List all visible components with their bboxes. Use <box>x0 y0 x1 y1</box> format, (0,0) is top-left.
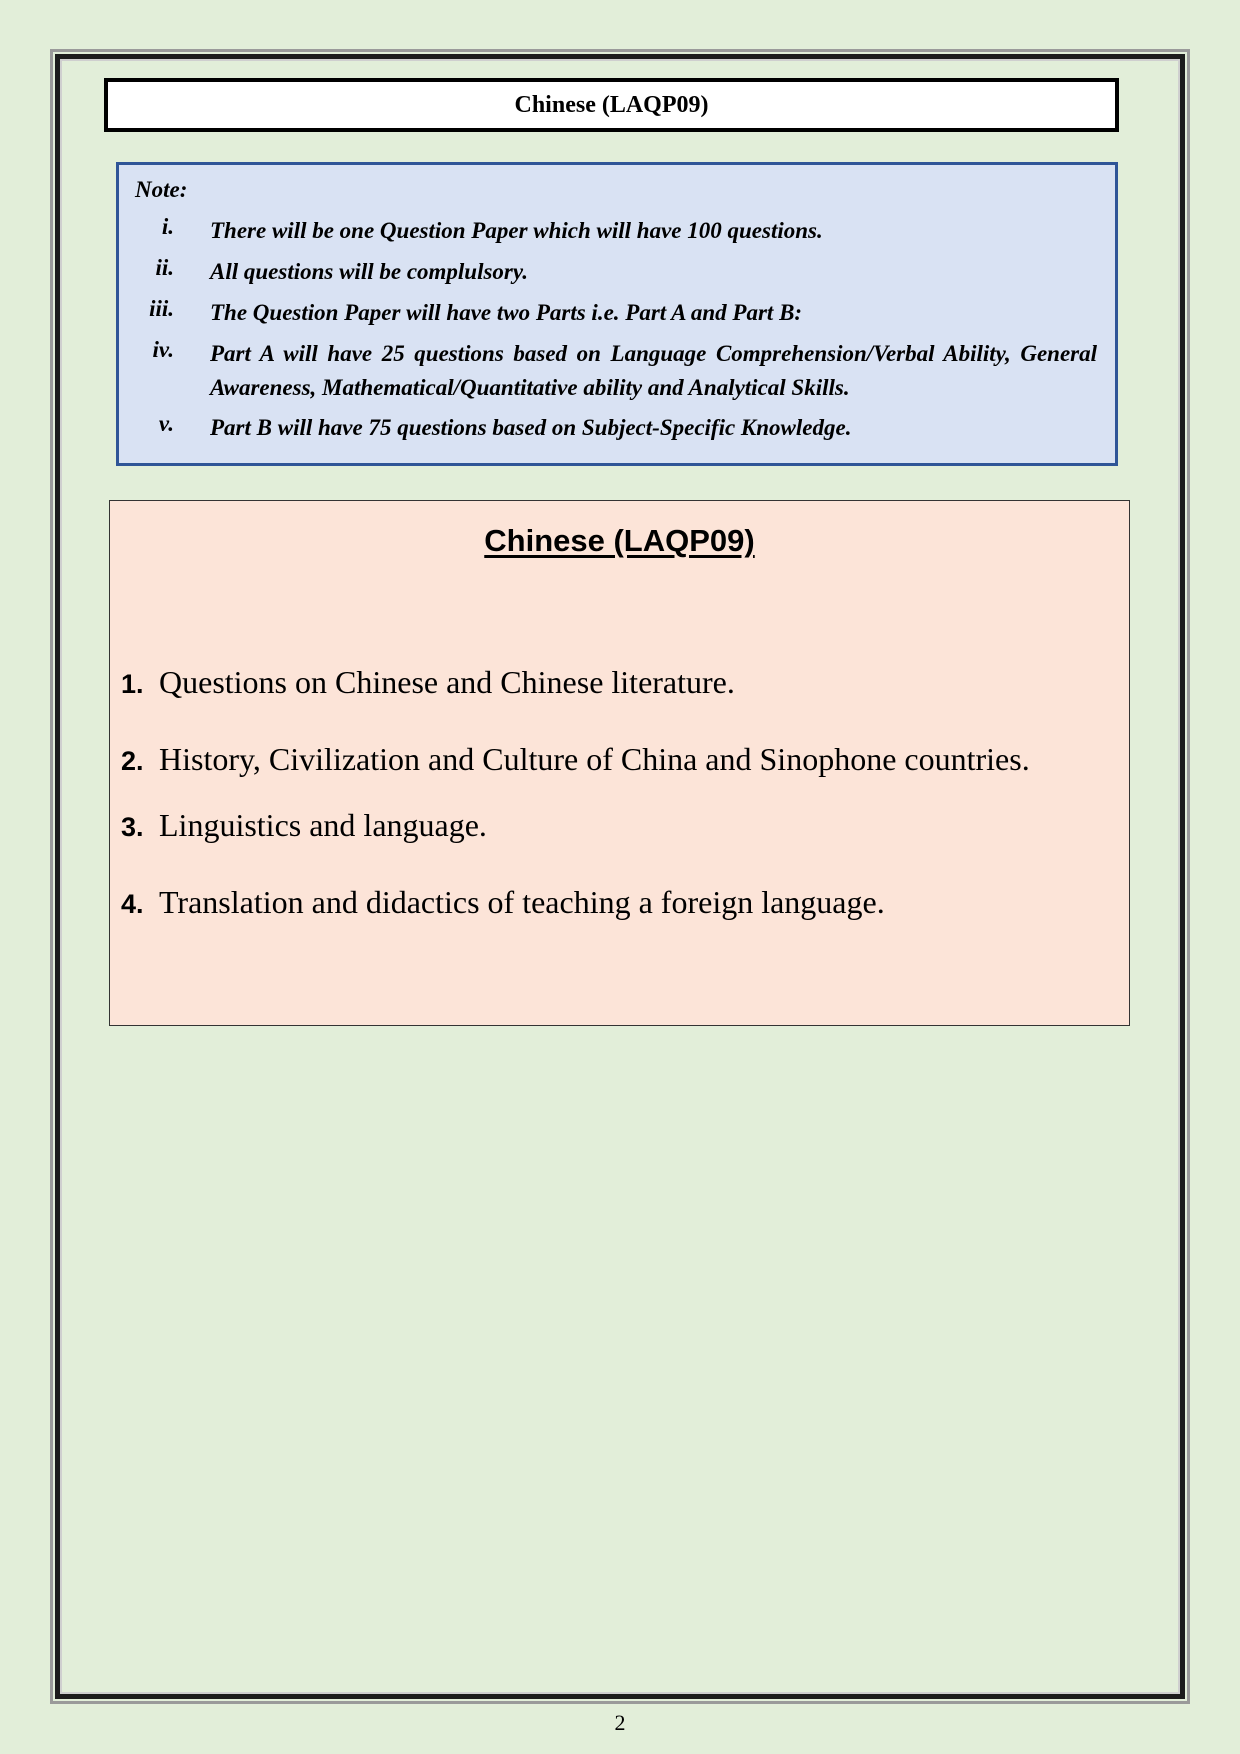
note-item-number: i. <box>161 214 174 239</box>
syllabus-topic-number: 2. <box>121 746 144 776</box>
syllabus-topic-number: 4. <box>121 889 144 919</box>
syllabus-topic-text: Linguistics and language. <box>159 807 487 843</box>
syllabus-title: Chinese (LAQP09) <box>484 523 755 558</box>
note-item-text: Part B will have 75 questions based on Subject-Specific Knowledge. <box>210 415 852 440</box>
syllabus-topic <box>121 884 1119 921</box>
note-item-number: iii. <box>149 296 174 321</box>
note-box <box>116 162 1118 466</box>
note-item-number: iv. <box>152 337 174 362</box>
page-title-box <box>104 78 1119 132</box>
note-item-number: ii. <box>155 255 174 280</box>
syllabus-topic-text: Questions on Chinese and Chinese literature. <box>159 664 735 700</box>
syllabus-topic-text: History, Civilization and Culture of China and Sinophone countries. <box>159 741 1030 777</box>
note-item-text: All questions will be complulsory. <box>210 259 528 284</box>
syllabus-topic-text: Translation and didactics of teaching a foreign language. <box>159 884 885 920</box>
page-number: 2 <box>614 1710 626 1735</box>
syllabus-topic-number: 3. <box>121 812 144 842</box>
syllabus-topic <box>121 741 1119 778</box>
note-item-text: There will be one Question Paper which will have 100 questions. <box>210 218 823 243</box>
syllabus-box <box>109 500 1130 1026</box>
syllabus-topic <box>121 807 1119 844</box>
syllabus-topic <box>121 664 1119 701</box>
note-item-number: v. <box>158 411 174 436</box>
note-item-text: The Question Paper will have two Parts i.e. Part A and Part B: <box>210 300 803 325</box>
page-title: Chinese (LAQP09) <box>514 91 709 118</box>
note-item-text: Part A will have 25 questions based on Language Comprehension/Verbal Ability, General Awareness, Mathematical/Quantitative ability and Analytical Skills. <box>210 341 1097 400</box>
syllabus-topic-number: 1. <box>121 669 144 699</box>
note-heading: Note: <box>135 177 188 202</box>
